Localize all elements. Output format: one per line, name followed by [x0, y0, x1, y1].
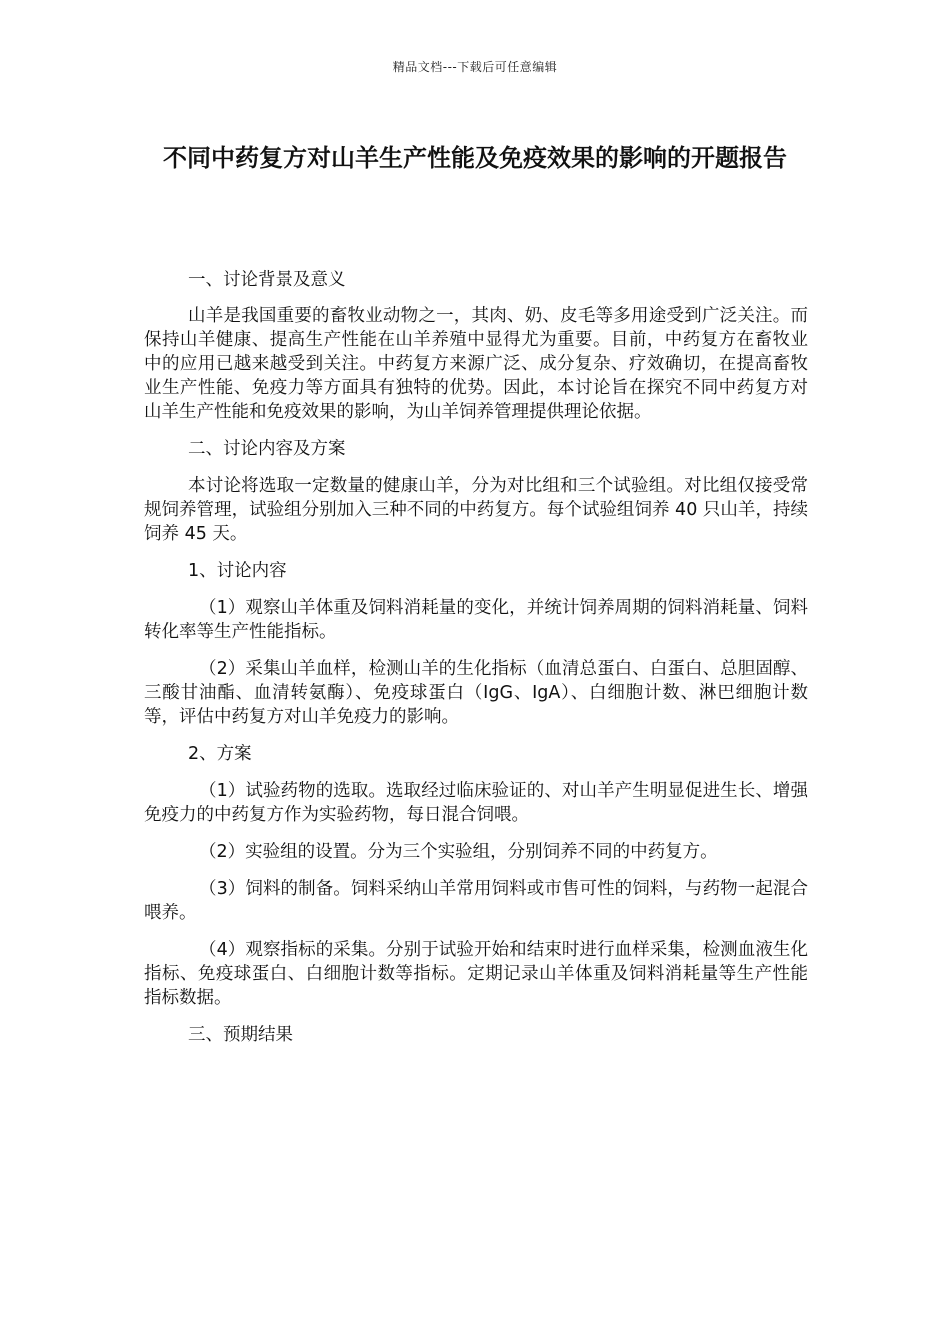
plan-item-3: （3）饲料的制备。饲料采纳山羊常用饲料或市售可性的饲料，与药物一起混合喂养。: [144, 879, 808, 923]
content-item-1: （1）观察山羊体重及饲料消耗量的变化，并统计饲养周期的饲料消耗量、饲料转化率等生产性能指标。: [144, 598, 808, 642]
section-heading-background: 一、讨论背景及意义: [188, 270, 346, 290]
section-heading-expected-results: 三、预期结果: [188, 1025, 293, 1045]
header-note: 精品文档---下载后可任意编辑: [392, 60, 558, 74]
document-body: [144, 268, 808, 1060]
plan-item-4: （4）观察指标的采集。分别于试验开始和结束时进行血样采集，检测血液生化指标、免疫球蛋白、白细胞计数等指标。定期记录山羊体重及饲料消耗量等生产性能指标数据。: [144, 940, 808, 1008]
paragraph-background: 山羊是我国重要的畜牧业动物之一，其肉、奶、皮毛等多用途受到广泛关注。而保持山羊健康、提高生产性能在山羊养殖中显得尤为重要。目前，中药复方在畜牧业中的应用已越来越受到关注。中药复方来源广泛、成分复杂、疗效确切，在提高畜牧业生产性能、免疫力等方面具有独特的优势。因此，本讨论旨在探究不同中药复方对山羊生产性能和免疫效果的影响，为山羊饲养管理提供理论依据。: [144, 306, 808, 422]
document-title: 不同中药复方对山羊生产性能及免疫效果的影响的开题报告: [163, 144, 787, 172]
plan-item-1: （1）试验药物的选取。选取经过临床验证的、对山羊产生明显促进生长、增强免疫力的中药复方作为实验药物，每日混合饲喂。: [144, 781, 808, 825]
subsection-heading-plan: 2、方案: [188, 744, 252, 764]
subsection-heading-content: 1、讨论内容: [188, 561, 287, 581]
plan-item-2: （2）实验组的设置。分为三个实验组，分别饲养不同的中药复方。: [199, 842, 718, 862]
content-item-2: （2）采集山羊血样，检测山羊的生化指标（血清总蛋白、白蛋白、总胆固醇、三酸甘油酯、血清转氨酶）、免疫球蛋白（IgG、IgA）、白细胞计数、淋巴细胞计数等，评估中药复方对山羊免疫力的影响。: [144, 659, 808, 727]
paragraph-content-plan: 本讨论将选取一定数量的健康山羊，分为对比组和三个试验组。对比组仅接受常规饲养管理，试验组分别加入三种不同的中药复方。每个试验组饲养 40 只山羊，持续饲养 45 天。: [144, 476, 808, 544]
section-heading-content-plan: 二、讨论内容及方案: [188, 439, 346, 459]
